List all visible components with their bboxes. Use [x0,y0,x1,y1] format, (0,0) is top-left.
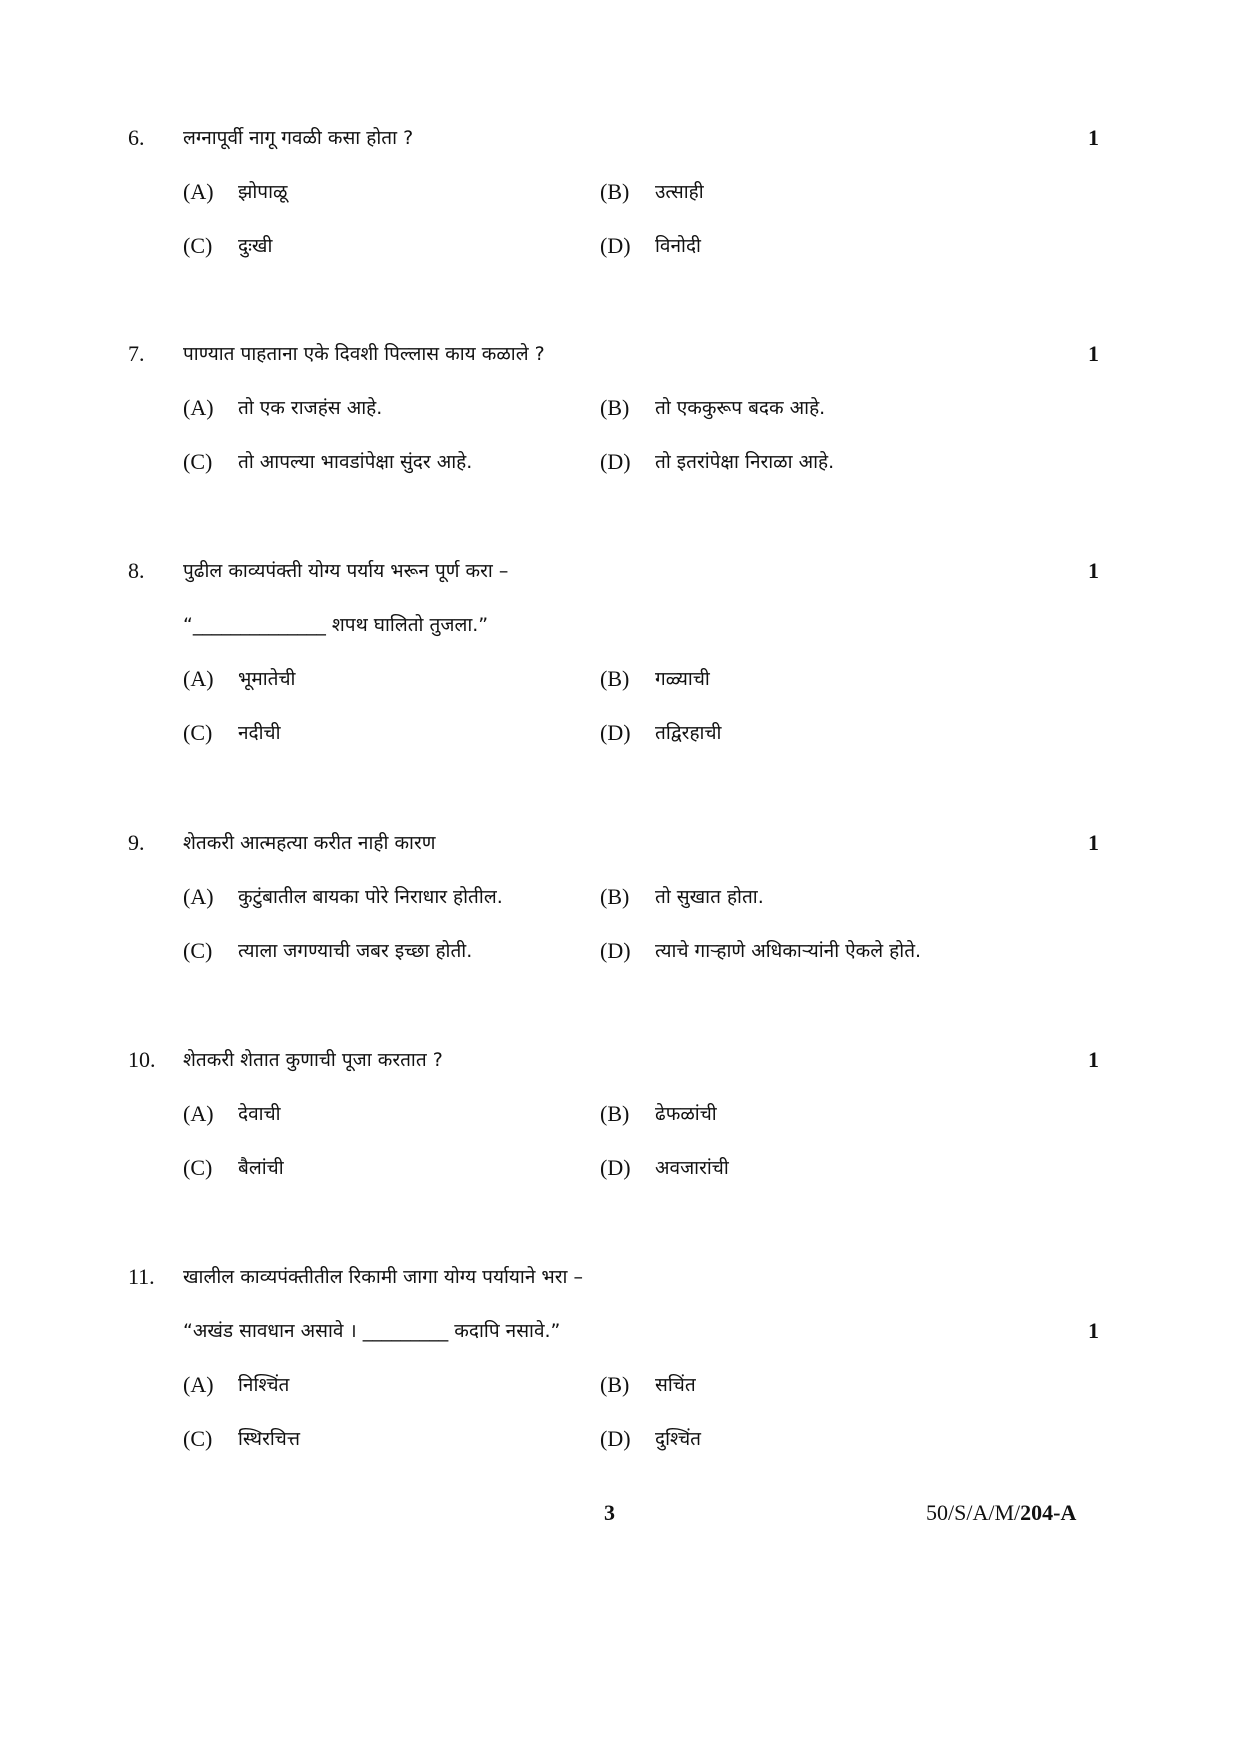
question-text: पुढील काव्यपंक्ती योग्य पर्याय भरून पूर्ण करा – [183,560,509,582]
question-marks: 1 [1088,1047,1099,1072]
poem-blank-line: “अखंड सावधान असावे । _________ कदापि नसावे.” [183,1320,561,1342]
question-number: 9. [128,830,145,855]
option-key: (B) [600,179,630,204]
option-key: (A) [183,395,214,420]
option-text: गळ्याची [655,668,710,690]
option-key: (C) [183,1155,213,1180]
option-key: (A) [183,884,214,909]
option-text: देवाची [238,1103,281,1125]
option-key: (B) [600,1372,630,1397]
option-text: दुःखी [238,235,273,257]
option-key: (B) [600,1101,630,1126]
question-text: पाण्यात पाहताना एके दिवशी पिल्लास काय कळाले ? [183,343,545,365]
question-text: लग्नापूर्वी नागू गवळी कसा होता ? [183,127,414,149]
option-text: तो इतरांपेक्षा निराळा आहे. [655,451,835,473]
question-number: 10. [128,1047,156,1072]
question-number: 11. [128,1264,155,1289]
question-marks: 1 [1088,558,1099,583]
poem-blank-line: “______________ शपथ घालितो तुजला.” [183,614,489,636]
option-key: (C) [183,938,213,963]
option-key: (C) [183,720,213,745]
question-number: 6. [128,125,145,150]
option-key: (A) [183,179,214,204]
option-key: (A) [183,1101,214,1126]
option-key: (C) [183,1426,213,1451]
option-key: (A) [183,666,214,691]
option-text: स्थिरचित्त [238,1428,300,1450]
option-text: त्याला जगण्याची जबर इच्छा होती. [238,940,473,962]
option-key: (D) [600,938,631,963]
option-text: तो एककुरूप बदक आहे. [655,397,826,419]
paper-code-suffix: 204-A [1020,1500,1077,1525]
paper-code-prefix: 50/S/A/M/ [926,1500,1021,1525]
question-text: शेतकरी शेतात कुणाची पूजा करतात ? [183,1049,443,1071]
option-text: निश्चिंत [238,1374,290,1396]
option-key: (D) [600,233,631,258]
option-key: (D) [600,1426,631,1451]
question-text: शेतकरी आत्महत्या करीत नाही कारण [183,832,436,854]
option-key: (D) [600,449,631,474]
option-text: भूमातेची [238,668,296,690]
option-text: अवजारांची [655,1157,729,1179]
option-key: (A) [183,1372,214,1397]
option-key: (B) [600,666,630,691]
option-key: (B) [600,395,630,420]
question-number: 8. [128,558,145,583]
question-number: 7. [128,341,145,366]
option-text: दुश्चिंत [655,1428,701,1450]
option-text: नदीची [238,722,281,744]
option-text: तो सुखात होता. [655,886,764,908]
option-key: (D) [600,720,631,745]
question-marks: 1 [1088,341,1099,366]
question-marks: 1 [1088,1318,1099,1343]
option-key: (B) [600,884,630,909]
option-text: सचिंत [655,1374,696,1396]
option-key: (C) [183,233,213,258]
option-key: (C) [183,449,213,474]
question-marks: 1 [1088,830,1099,855]
option-text: त्याचे गाऱ्हाणे अधिकाऱ्यांनी ऐकले होते. [655,940,922,962]
option-text: तो आपल्या भावडांपेक्षा सुंदर आहे. [238,451,473,473]
paper-code [926,1498,1076,1528]
option-text: तो एक राजहंस आहे. [238,397,383,419]
option-text: उत्साही [655,181,704,203]
option-text: झोपाळू [238,181,288,203]
question-text: खालील काव्यपंक्तीतील रिकामी जागा योग्य पर्यायाने भरा – [183,1266,584,1288]
option-text: बैलांची [238,1157,284,1179]
option-text: विनोदी [655,235,701,257]
question-marks: 1 [1088,125,1099,150]
option-text: तद्विरहाची [655,722,722,744]
option-key: (D) [600,1155,631,1180]
page-number: 3 [604,1500,615,1525]
option-text: ढेफळांची [655,1103,717,1125]
option-text: कुटुंबातील बायका पोरे निराधार होतील. [238,886,503,908]
